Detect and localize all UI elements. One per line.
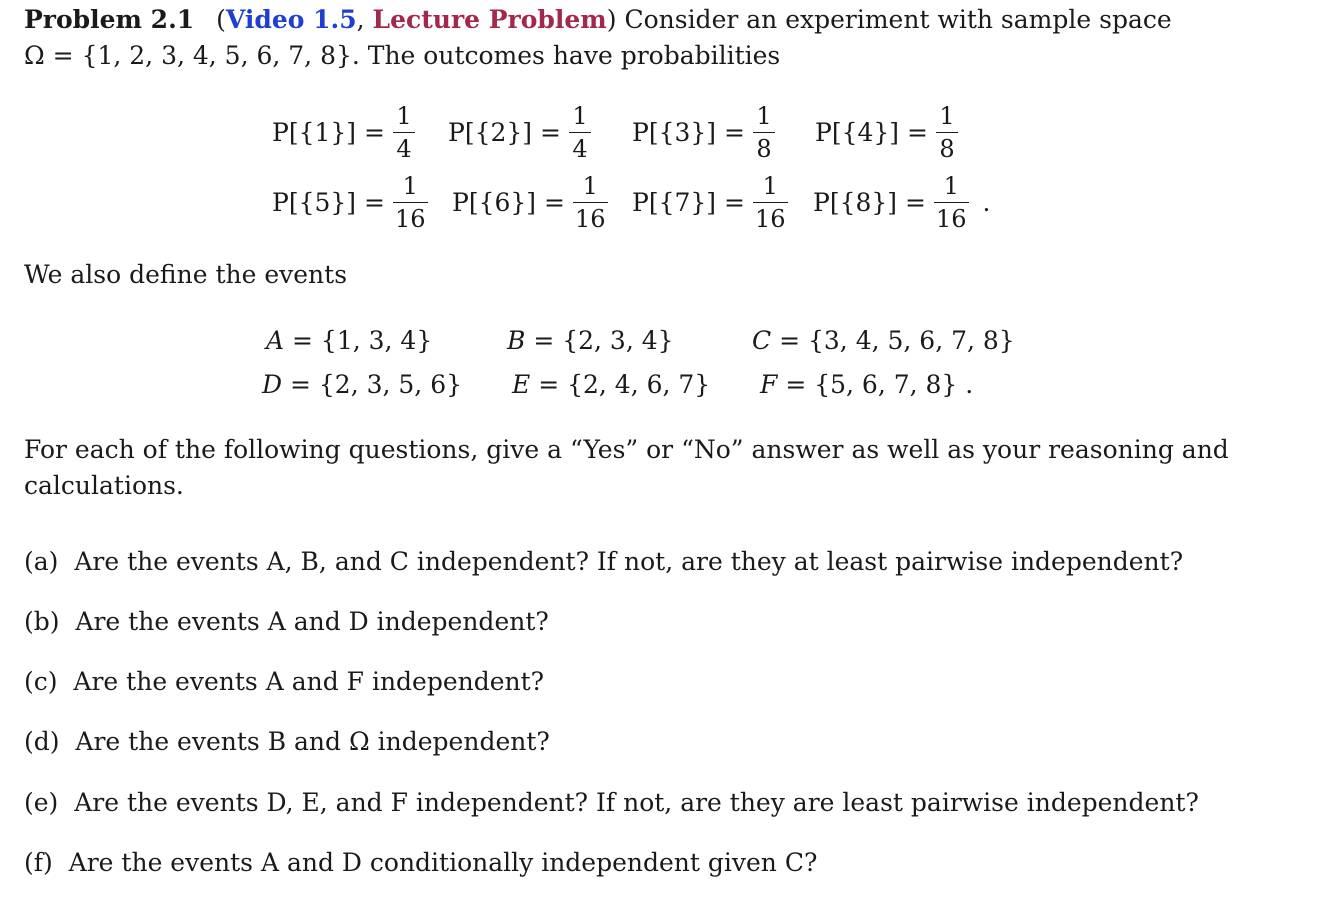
event-set: = {1, 3, 4} [292,326,433,355]
prob-eq-8 [813,174,991,231]
question-b [24,604,549,640]
intro-line-2: Ω = {1, 2, 3, 4, 5, 6, 7, 8}. The outcomes have probabilities [24,41,781,70]
prob-lhs: P[{1}] [272,118,357,147]
instructions-line-1: For each of the following questions, give a “Yes” or “No” answer as well as your reasoning and [24,435,1229,464]
question-label: (e) [24,788,59,817]
question-text: Are the events A and D independent? [75,607,549,636]
prob-lhs: P[{7}] [632,188,717,217]
instructions-line-2: calculations. [24,471,184,500]
event-name: A [266,326,285,355]
fraction [753,174,788,231]
prob-eq-2 [448,104,591,161]
event-a [266,326,432,355]
denominator: 8 [939,135,955,163]
question-e [24,785,1199,821]
numerator: 1 [756,102,772,130]
denominator: 16 [936,205,967,233]
comma: , [356,5,365,34]
equals-sign: = [544,188,565,217]
event-set: = {2, 3, 5, 6} [290,370,463,399]
question-f [24,845,817,881]
event-name: F [760,370,778,399]
prob-eq-4 [815,104,958,161]
event-set: = {5, 6, 7, 8} . [785,370,974,399]
question-text: Are the events B and Ω independent? [75,727,550,756]
event-name: B [507,326,526,355]
question-text: Are the events A and D conditionally independent given C? [68,848,818,877]
denominator: 16 [755,205,786,233]
fraction [393,104,415,161]
events-intro: We also define the events [24,260,348,289]
numerator: 1 [943,172,959,200]
fraction [393,174,428,231]
event-set: = {2, 3, 4} [533,326,674,355]
fraction [753,104,775,161]
prob-lhs: P[{5}] [272,188,357,217]
prob-lhs: P[{4}] [815,118,900,147]
prob-eq-6 [452,174,608,231]
event-set: = {3, 4, 5, 6, 7, 8} [779,326,1015,355]
period: . [982,188,991,217]
numerator: 1 [582,172,598,200]
prob-lhs: P[{8}] [813,188,898,217]
prob-eq-1 [272,104,415,161]
question-a [24,544,1183,580]
event-name: E [512,370,531,399]
event-f [760,370,973,399]
video-reference-link[interactable]: Video 1.5 [225,5,357,34]
denominator: 16 [395,205,426,233]
denominator: 8 [756,135,772,163]
numerator: 1 [402,172,418,200]
question-text: Are the events A, B, and C independent? If not, are they at least pairwise independent? [74,547,1184,576]
problem-header [24,2,1172,38]
equals-sign: = [724,188,745,217]
event-name: D [262,370,283,399]
fraction [569,104,591,161]
question-d [24,724,550,760]
event-b [507,326,674,355]
question-label: (f) [24,848,53,877]
numerator: 1 [396,102,412,130]
question-c [24,664,544,700]
question-label: (a) [24,547,59,576]
prob-eq-5 [272,174,428,231]
equals-sign: = [724,118,745,147]
equals-sign: = [907,118,928,147]
equals-sign: = [364,118,385,147]
denominator: 16 [575,205,606,233]
fraction [573,174,608,231]
open-paren: ( [216,5,226,34]
prob-eq-3 [632,104,775,161]
numerator: 1 [572,102,588,130]
event-set: = {2, 4, 6, 7} [538,370,711,399]
prob-lhs: P[{3}] [632,118,717,147]
question-label: (d) [24,727,60,756]
denominator: 4 [572,135,588,163]
denominator: 4 [396,135,412,163]
event-d [262,370,462,399]
prob-eq-7 [632,174,788,231]
question-label: (b) [24,607,60,636]
question-text: Are the events A and F independent? [73,667,545,696]
question-label: (c) [24,667,58,696]
lecture-reference-link[interactable]: Lecture Problem [372,5,607,34]
close-paren: ) [606,5,617,34]
event-e [512,370,710,399]
event-name: C [752,326,772,355]
numerator: 1 [762,172,778,200]
fraction [936,104,958,161]
numerator: 1 [939,102,955,130]
event-c [752,326,1015,355]
equals-sign: = [364,188,385,217]
intro-line-1: Consider an experiment with sample space [624,5,1172,34]
equals-sign: = [905,188,926,217]
question-text: Are the events D, E, and F independent? If not, are they are least pairwise independent? [74,788,1199,817]
equals-sign: = [540,118,561,147]
fraction [934,174,969,231]
problem-label: Problem 2.1 [24,5,195,34]
prob-lhs: P[{6}] [452,188,537,217]
prob-lhs: P[{2}] [448,118,533,147]
